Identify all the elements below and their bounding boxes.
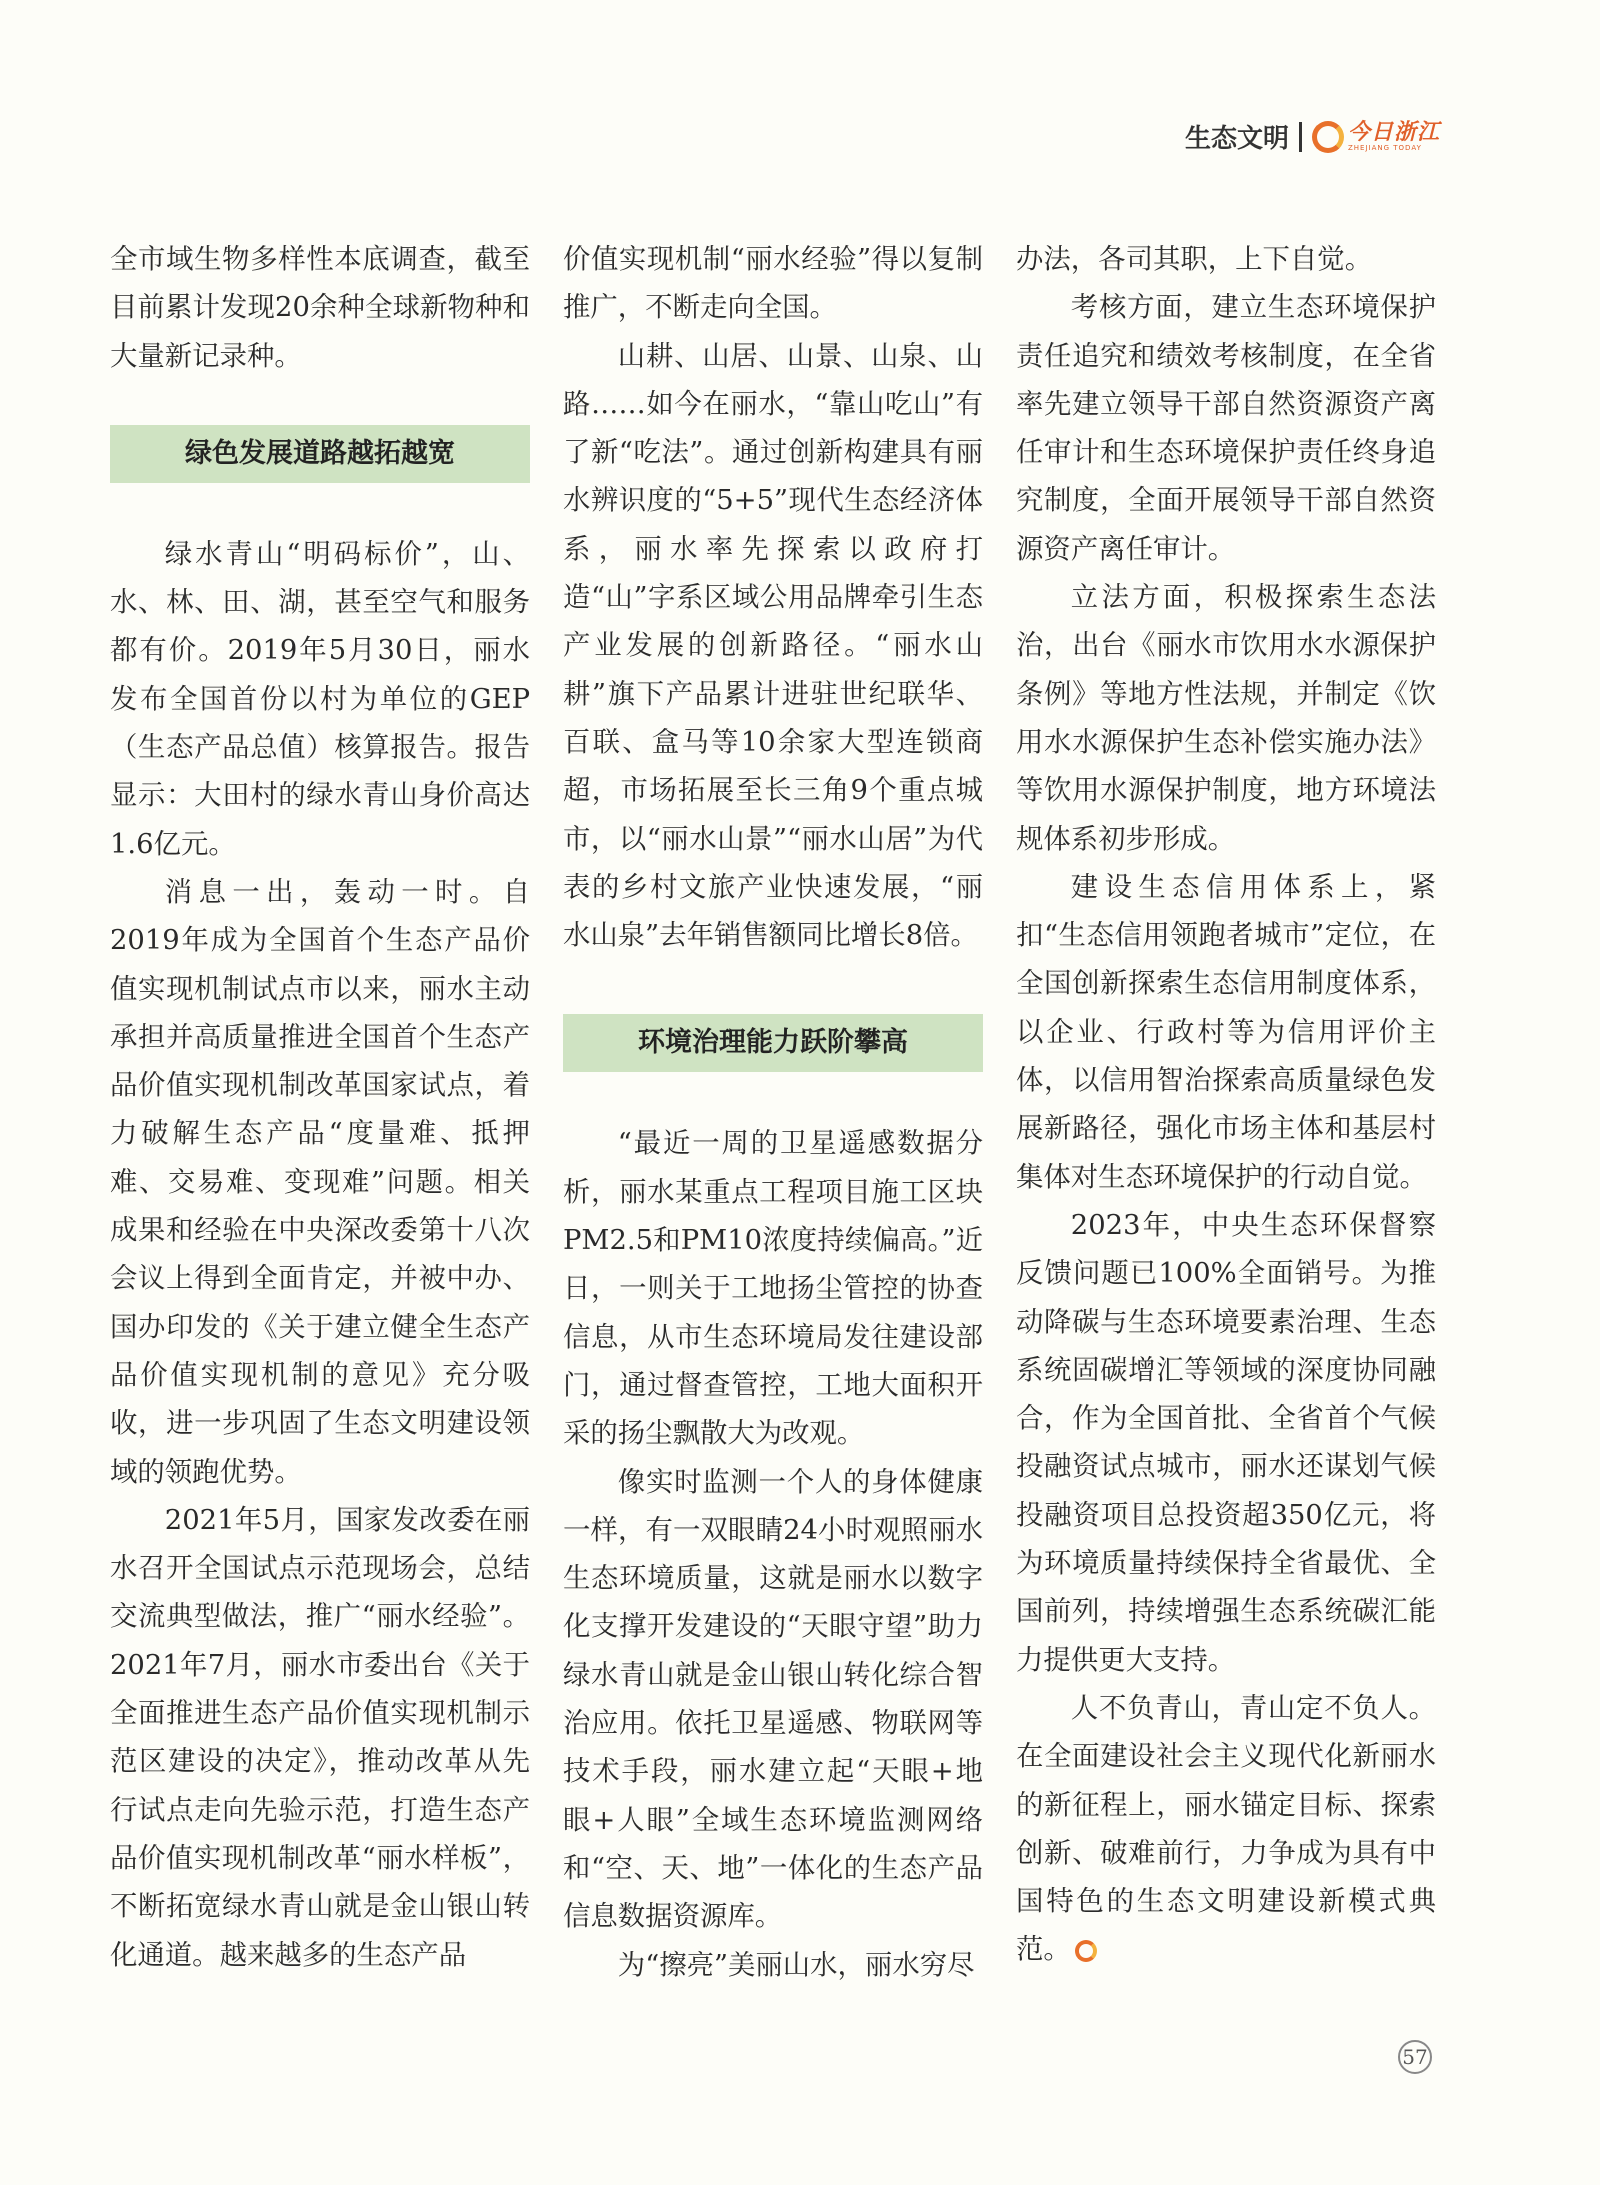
logo-chinese: 今日浙江 xyxy=(1347,119,1440,145)
paragraph: 价值实现机制“丽水经验”得以复制推广，不断走向全国。 xyxy=(563,244,983,324)
paragraph: 为“擦亮”美丽山水，丽水穷尽 xyxy=(617,1949,975,1981)
logo-english: ZHEJIANG TODAY xyxy=(1347,144,1422,152)
paragraph: 像实时监测一个人的身体健康一样，有一双眼睛24小时观照丽水生态环境质量，这就是丽水以数字化支撑开发建设的“天眼守望”助力绿水青山就是金山银山转化综合智治应用。依托卫星遥感、物联网等技术手段，丽水建立起“天眼+地眼+人眼”全域生态环境监测网络和“空、天、地”一体化的生态产品信息数据资源库。 xyxy=(563,1466,983,1933)
paragraph: “最近一周的卫星遥感数据分析，丽水某重点工程项目施工区块PM2.5和PM10浓度持续偏高。”近日，一则关于工地扬尘管控的协查信息，从市生态环境局发往建设部门，通过督查管控，工地大面积开采的扬尘飘散大为改观。 xyxy=(563,1128,983,1450)
magazine-logo xyxy=(1312,121,1440,153)
paragraph: 建设生态信用体系上，紧扣“生态信用领跑者城市”定位，在全国创新探索生态信用制度体系，以企业、行政村等为信用评价主体，以信用智治探索高质量绿色发展新路径，强化市场主体和基层村集体对生态环境保护的行动自觉。 xyxy=(1016,871,1436,1193)
paragraph: 绿水青山“明码标价”，山、水、林、田、湖，甚至空气和服务都有价。2019年5月30日，丽水发布全国首份以村为单位的GEP（生态产品总值）核算报告。报告显示：大田村的绿水青山身价高达1.6亿元。 xyxy=(110,538,530,860)
paragraph-text: 人不负青山，青山定不负人。在全面建设社会主义现代化新丽水的新征程上，丽水锚定目标、探索创新、破难前行，力争成为具有中国特色的生态文明建设新模式典范。 xyxy=(1016,1692,1436,1966)
column-2 xyxy=(563,236,983,1990)
page-number: 57 xyxy=(1398,2040,1432,2074)
paragraph: 考核方面，建立生态环境保护责任追究和绩效考核制度，在全省率先建立领导干部自然资源资产离任审计和生态环境保护责任终身追究制度，全面开展领导干部自然资源资产离任审计。 xyxy=(1016,292,1436,565)
paragraph: 山耕、山居、山景、山泉、山路……如今在丽水，“靠山吃山”有了新“吃法”。通过创新构建具有丽水辨识度的“5+5”现代生态经济体系，丽水率先探索以政府打造“山”字系区域公用品牌牵引生态产业发展的创新路径。“丽水山耕”旗下产品累计进驻世纪联华、百联、盒马等10余家大型连锁商超，市场拓展至长三角9个重点城市，以“丽水山景”“丽水山居”为代表的乡村文旅产业快速发展，“丽水山泉”去年销售额同比增长8倍。 xyxy=(563,340,983,952)
section-tag: 生态文明 xyxy=(1184,124,1289,154)
paragraph: 消息一出，轰动一时。自2019年成为全国首个生态产品价值实现机制试点市以来，丽水主动承担并高质量推进全国首个生态产品价值实现机制改革国家试点，着力破解生态产品“度量难、抵押难、交易难、变现难”问题。相关成果和经验在中央深改委第十八次会议上得到全面肯定，并被中办、国办印发的《关于建立健全生态产品价值实现机制的意见》充分吸收，进一步巩固了生态文明建设领域的领跑优势。 xyxy=(110,876,530,1488)
logo-swirl-icon xyxy=(1312,121,1344,153)
paragraph: 立法方面，积极探索生态法治，出台《丽水市饮用水水源保护条例》等地方性法规，并制定《饮用水水源保护生态补偿实施办法》等饮用水源保护制度，地方环境法规体系初步形成。 xyxy=(1016,582,1436,855)
column-3 xyxy=(1016,236,1436,1975)
paragraph: 2021年5月，国家发改委在丽水召开全国试点示范现场会，总结交流典型做法，推广“丽水经验”。2021年7月，丽水市委出台《关于全面推进生态产品价值实现机制示范区建设的决定》，推动改革从先行试点走向先验示范，打造生态产品价值实现机制改革“丽水样板”，不断拓宽绿水青山就是金山银山转化通道。越来越多的生态产品 xyxy=(110,1504,530,1971)
paragraph: 全市域生物多样性本底调查，截至目前累计发现20余种全球新物种和大量新记录种。 xyxy=(110,244,530,372)
end-mark-icon xyxy=(1075,1940,1097,1962)
section-heading: 环境治理能力跃阶攀高 xyxy=(563,1014,983,1072)
header-separator xyxy=(1299,122,1302,152)
section-heading: 绿色发展道路越拓越宽 xyxy=(110,425,530,483)
paragraph: 办法，各司其职，上下自觉。 xyxy=(1016,244,1373,275)
closing-paragraph xyxy=(1016,1685,1436,1975)
paragraph: 2023年，中央生态环保督察反馈问题已100%全面销号。为推动降碳与生态环境要素治理、生态系统固碳增汇等领域的深度协同融合，作为全国首批、全省首个气候投融资试点城市，丽水还谋划气候投融资项目总投资超350亿元，将为环境质量持续保持全省最优、全国前列，持续增强生态系统碳汇能力提供更大支持。 xyxy=(1016,1209,1436,1676)
column-1 xyxy=(110,236,530,1980)
page-header xyxy=(1185,118,1440,155)
